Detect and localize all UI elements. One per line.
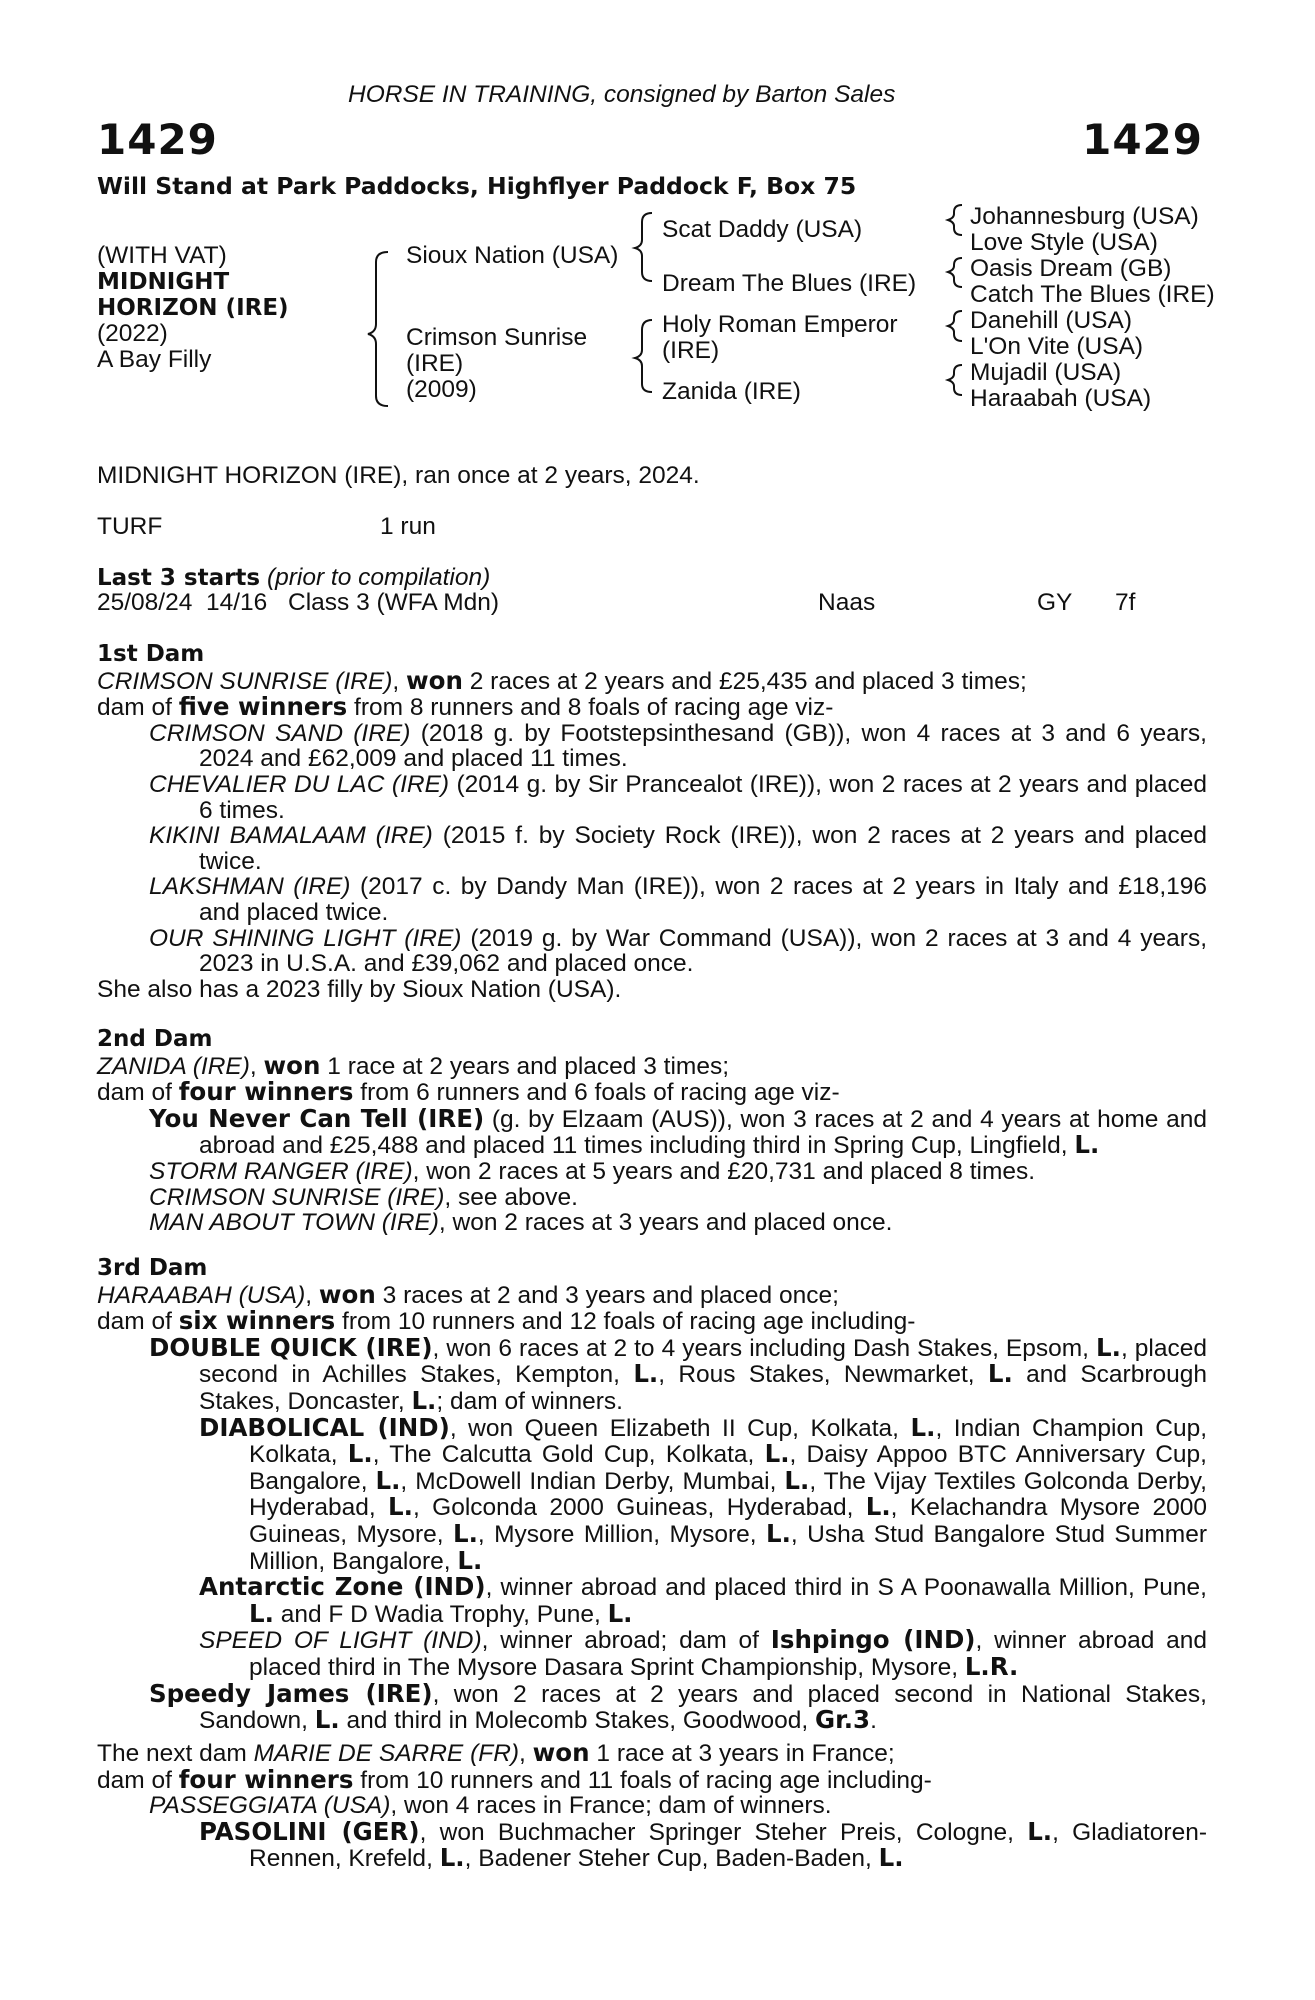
text: (2014 g. by Sir Prancealot (IRE)), won 2 races at 2 years and placed 6 times. [199, 770, 1207, 824]
text: dam of [97, 1766, 179, 1794]
text: , Badener Steher Cup, Baden-Baden, [464, 1845, 879, 1873]
text: 1 race at 2 years and placed 3 times; [320, 1052, 730, 1080]
next-dam-line1 [97, 1740, 1207, 1767]
text: 2 races at 2 years and £25,435 and placed 3 times; [462, 667, 1027, 695]
dam-name-block [406, 325, 587, 403]
text: , won Queen Elizabeth II Cup, Kolkata, [449, 1414, 911, 1442]
text: and third in Molecomb Stakes, Goodwood, [339, 1707, 815, 1735]
progeny-entry [199, 1627, 1207, 1680]
text: (g. by Elzaam (AUS)), won 3 races at 2 and 4 years at home and abroad and £25,488 and placed 11 times including third in Spring Cup, Lingfield, [199, 1105, 1207, 1160]
listed-mark: L. [910, 1412, 936, 1442]
progeny-entry [149, 926, 1207, 977]
text: , Golconda 2000 Guineas, Hyderabad, [412, 1494, 866, 1522]
text: from 10 runners and 11 foals of racing age including- [353, 1766, 932, 1794]
first-dam-closing: She also has a 2023 filly by Sioux Nation (USA). [97, 975, 622, 1003]
progeny-name: Speedy James (IRE) [149, 1678, 433, 1708]
sire-dam: Dream The Blues (IRE) [662, 270, 917, 297]
text: ; dam of winners. [436, 1387, 623, 1415]
progeny-entry [149, 1793, 1207, 1819]
listed-mark: L. [314, 1705, 340, 1735]
sep: , [392, 667, 407, 695]
dam-sire-l1: Holy Roman Emperor [662, 311, 898, 338]
text: , Gladiatoren-Rennen, Krefeld, [249, 1818, 1207, 1873]
listed-mark: L. [439, 1843, 465, 1873]
text: , won Buchmacher Springer Steher Preis, Cologne, [419, 1818, 1028, 1846]
text: , The Calcutta Gold Cup, Kolkata, [372, 1441, 765, 1469]
progeny-entry [149, 823, 1207, 874]
text: , Rous Stakes, Newmarket, [658, 1361, 988, 1389]
gen3-dss: Danehill (USA) [970, 307, 1133, 334]
gen3-sds: Oasis Dream (GB) [970, 255, 1172, 282]
progeny-entry [149, 772, 1207, 823]
vat-label: (WITH VAT) [97, 242, 227, 269]
listed-mark: L. [1074, 1130, 1100, 1160]
second-dam-line1 [97, 1050, 1207, 1080]
first-dam-line1 [97, 665, 1207, 695]
progeny-name: SPEED OF LIGHT (IND) [199, 1627, 482, 1655]
listed-mark: L. [457, 1545, 483, 1575]
listed-mark: L. [633, 1359, 659, 1389]
text: , winner abroad; dam of [481, 1627, 771, 1655]
progeny-name: DIABOLICAL (IND) [199, 1412, 450, 1442]
text: 3 races at 2 and 3 years and placed once; [375, 1281, 839, 1309]
text: , see above. [444, 1183, 578, 1211]
next-dam-section [97, 1740, 1207, 1872]
first-dam-line2 [97, 694, 1207, 721]
start-distance: 7f [1115, 589, 1136, 616]
lot-number-right: 1429 [1082, 115, 1203, 164]
won: won [263, 1050, 321, 1080]
listed-mark: L. [865, 1492, 891, 1522]
progeny-name: CRIMSON SUNRISE (IRE) [149, 1183, 445, 1211]
progeny-name: PASSEGGIATA (USA) [149, 1792, 391, 1820]
sire-name: Sioux Nation (USA) [406, 242, 619, 269]
gen3-ssd: Love Style (USA) [970, 229, 1158, 256]
progeny-name: PASOLINI (GER) [199, 1816, 420, 1846]
horse-name-line1: MIDNIGHT [97, 269, 230, 295]
progeny-name: CRIMSON SAND (IRE) [149, 719, 411, 747]
text: (2015 f. by Society Rock (IRE)), won 2 races at 2 years and placed twice. [199, 822, 1208, 875]
progeny-entry [149, 874, 1207, 925]
lot-number-left: 1429 [97, 115, 218, 164]
text: , won 2 races at 5 years and £20,731 and placed 8 times. [412, 1157, 1036, 1185]
second-dam-heading: 2nd Dam [97, 1026, 213, 1052]
dam-name-l3: (2009) [406, 376, 477, 403]
gen3-dds: Mujadil (USA) [970, 359, 1122, 386]
text: dam of [97, 694, 179, 722]
progeny-name: LAKSHMAN (IRE) [149, 873, 351, 901]
dam-name: CRIMSON SUNRISE (IRE) [97, 667, 393, 695]
progeny-entry [149, 1159, 1207, 1185]
text: (2019 g. by War Command (USA)), won 2 races at 3 and 4 years, 2023 in U.S.A. and £39,062 and placed once. [199, 924, 1207, 978]
dam-name-l1: Crimson Sunrise [406, 324, 588, 351]
race-summary: MIDNIGHT HORIZON (IRE), ran once at 2 years, 2024. [97, 462, 700, 489]
listed-mark: L. [607, 1598, 633, 1628]
text: (2018 g. by Footstepsinthesand (GB)), won 4 races at 3 and 6 years, 2024 and £62,009 and placed 11 times. [199, 719, 1207, 773]
progeny-entry [149, 721, 1207, 772]
sep: , [305, 1281, 319, 1309]
next-dam-line2 [97, 1764, 1207, 1794]
text: , Daisy Appoo BTC Anniversary Cup, Bangalore, [249, 1441, 1207, 1495]
text: , placed second in Achilles Stakes, Kempton, [199, 1334, 1207, 1389]
horse-description: A Bay Filly [97, 346, 212, 373]
start-going: GY [1037, 589, 1073, 616]
text: dam of [97, 1079, 179, 1107]
text: The next dam [97, 1740, 254, 1767]
text: from 10 runners and 12 foals of racing age including- [335, 1308, 916, 1336]
text: , Mysore Million, Mysore, [477, 1520, 766, 1548]
consignment-line: HORSE IN TRAINING, consigned by Barton Sales [348, 81, 896, 108]
progeny-entry [149, 1210, 1207, 1236]
first-dam-heading: 1st Dam [97, 641, 205, 667]
progeny-entry [199, 1816, 1207, 1873]
sep: , [519, 1740, 533, 1767]
listed-mark: L. [1096, 1332, 1121, 1362]
progeny-name: KIKINI BAMALAAM (IRE) [149, 822, 433, 850]
third-dam-heading: 3rd Dam [97, 1255, 208, 1281]
text: and F D Wadia Trophy, Pune, [273, 1600, 608, 1628]
text: , McDowell Indian Derby, Mumbai, [400, 1467, 785, 1495]
text: 1 race at 3 years in France; [589, 1740, 895, 1767]
third-dam-line1 [97, 1279, 1207, 1309]
progeny-name: DOUBLE QUICK (IRE) [149, 1332, 433, 1362]
text: , won 4 races in France; dam of winners. [390, 1792, 832, 1820]
first-dam-section [97, 642, 1207, 1002]
dam-sire-block [662, 312, 898, 364]
text: , winner abroad and placed third in The Mysore Dasara Sprint Championship, Mysore, [249, 1627, 1207, 1681]
text: , Indian Champion Cup, Kolkata, [249, 1414, 1208, 1469]
gen3-sdd: Catch The Blues (IRE) [970, 281, 1215, 308]
progeny-entry [149, 1185, 1207, 1211]
text: , won 6 races at 2 to 4 years including Dash Stakes, Epsom, [432, 1334, 1097, 1362]
listed-mark: L. [411, 1385, 437, 1415]
dam-name: HARAABAH (USA) [97, 1281, 306, 1309]
start-date-pos: 25/08/24 14/16 [97, 589, 268, 616]
winners-count: five winners [178, 692, 348, 722]
record-runs: 1 run [380, 513, 436, 540]
listed-mark: L. [347, 1439, 373, 1469]
progeny-name: You Never Can Tell (IRE) [149, 1103, 485, 1133]
start-course: Naas [818, 589, 876, 616]
sep: , [249, 1052, 264, 1080]
listed-mark: L. [766, 1518, 791, 1548]
won: won [532, 1738, 590, 1767]
progeny-entry [149, 1103, 1207, 1160]
progeny-name: Antarctic Zone (IND) [199, 1572, 486, 1602]
text: , Kelachandra Mysore 2000 Guineas, Mysore, [249, 1494, 1207, 1548]
text: dam of [97, 1308, 179, 1336]
gen3-ddd: Haraabah (USA) [970, 385, 1152, 412]
progeny-entry [199, 1412, 1208, 1575]
third-dam-line2 [97, 1308, 1207, 1335]
horse-name-line2: HORIZON (IRE) [97, 295, 289, 321]
group-mark: Gr.3 [815, 1705, 871, 1735]
listed-mark: L. [249, 1598, 274, 1628]
progeny-name: OUR SHINING LIGHT (IRE) [149, 924, 462, 952]
progeny-name: MAN ABOUT TOWN (IRE) [149, 1209, 439, 1237]
text: , Usha Stud Bangalore Stud Summer Million, Bangalore, [249, 1520, 1207, 1575]
progeny-entry [199, 1574, 1207, 1627]
won: won [318, 1279, 376, 1309]
gen3-block [970, 204, 1215, 412]
listed-mark: L. [878, 1843, 904, 1873]
text: from 6 runners and 6 foals of racing age viz- [353, 1079, 840, 1107]
progeny-name: Ishpingo (IND) [770, 1625, 976, 1655]
dam-name: MARIE DE SARRE (FR) [253, 1740, 520, 1767]
progeny-name: STORM RANGER (IRE) [149, 1157, 413, 1185]
listed-mark: L. [375, 1465, 401, 1495]
listed-mark: L. [1027, 1816, 1053, 1846]
listed-mark: L. [784, 1465, 810, 1495]
last-starts-note: (prior to compilation) [266, 564, 491, 591]
text: , winner abroad and placed third in S A Poonawalla Million, Pune, [485, 1574, 1207, 1602]
winners-count: four winners [178, 1077, 354, 1107]
listed-mark: L. [764, 1439, 790, 1469]
second-dam-line2 [97, 1079, 1207, 1106]
progeny-name: CHEVALIER DU LAC (IRE) [149, 770, 450, 798]
dam-name-l2: (IRE) [406, 350, 464, 377]
stand-location: Will Stand at Park Paddocks, Highflyer Paddock F, Box 75 [97, 172, 857, 200]
winners-count: four winners [178, 1764, 354, 1794]
sire-sire: Scat Daddy (USA) [662, 216, 863, 243]
winners-count: six winners [178, 1306, 336, 1336]
listed-mark: L.R. [964, 1651, 1019, 1681]
text: . [870, 1707, 877, 1735]
gen3-dsd: L'On Vite (USA) [970, 333, 1144, 360]
foaling-year: (2022) [97, 320, 168, 347]
third-dam-section [97, 1256, 1207, 1734]
won: won [406, 665, 463, 695]
second-dam-section [97, 1027, 1207, 1236]
text: , won 2 races at 3 years and placed once. [438, 1209, 893, 1237]
listed-mark: L. [987, 1359, 1013, 1389]
text: , The Vijay Textiles Golconda Derby, Hyderabad, [249, 1467, 1207, 1522]
listed-mark: L. [388, 1492, 413, 1522]
gen3-sss: Johannesburg (USA) [970, 203, 1199, 230]
dam-sire-l2: (IRE) [662, 337, 720, 364]
text: and Scarbrough Stakes, Doncaster, [199, 1361, 1208, 1415]
listed-mark: L. [452, 1518, 478, 1548]
text: , won 2 races at 2 years and placed second in National Stakes, Sandown, [199, 1680, 1207, 1735]
dam-dam: Zanida (IRE) [662, 378, 801, 405]
record-surface: TURF [97, 513, 163, 540]
last-starts-heading [97, 565, 490, 592]
progeny-entry [149, 1332, 1208, 1415]
text: (2017 c. by Dandy Man (IRE)), won 2 races at 2 years in Italy and £18,196 and placed twice. [199, 873, 1207, 926]
start-race: Class 3 (WFA Mdn) [288, 589, 500, 616]
last-starts-title: Last 3 starts [97, 565, 261, 591]
dam-name: ZANIDA (IRE) [97, 1052, 250, 1080]
progeny-entry [149, 1678, 1207, 1735]
text: from 8 runners and 8 foals of racing age viz- [347, 694, 834, 722]
